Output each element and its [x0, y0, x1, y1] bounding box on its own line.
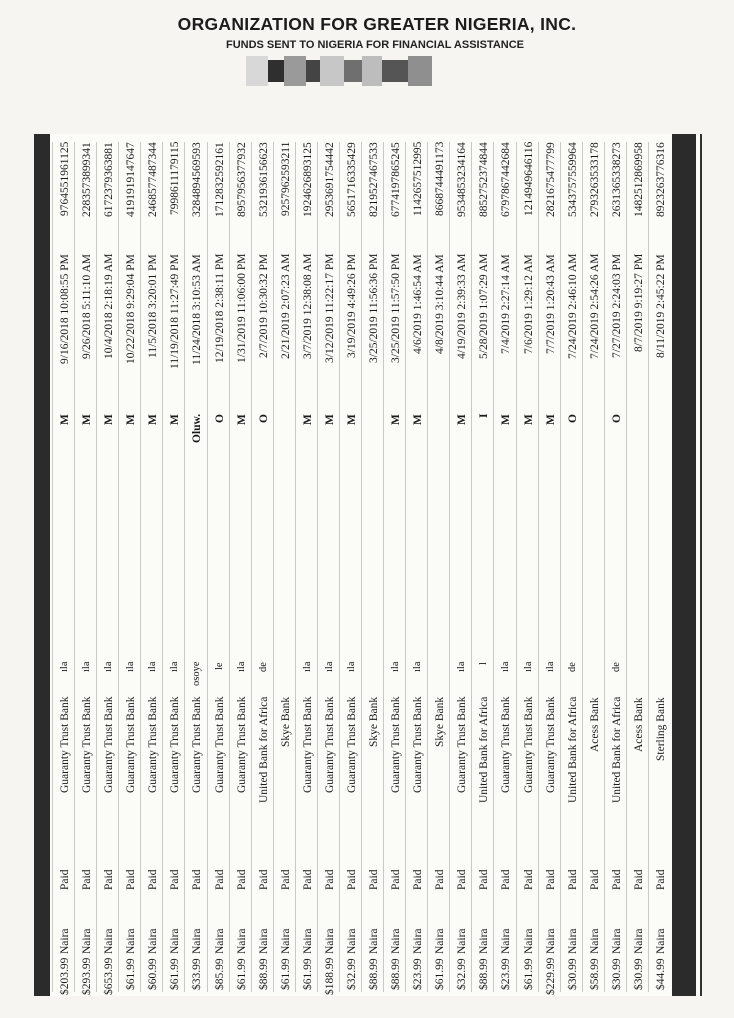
- bank-name: Acess Bank: [588, 697, 601, 752]
- transaction-id: 2631365338273: [610, 142, 623, 217]
- amount: $61.99: [169, 958, 182, 990]
- currency: Naira: [301, 928, 314, 954]
- recipient-fragment: ıla: [59, 662, 70, 673]
- redaction-mark: [246, 56, 432, 86]
- payment-status: Paid: [345, 870, 358, 891]
- table-row: [140, 142, 165, 992]
- amount: $188.99: [323, 958, 336, 996]
- sender-code: [627, 414, 651, 444]
- table-row: [118, 142, 143, 992]
- table-row: [361, 142, 386, 992]
- currency: Naira: [169, 928, 182, 954]
- amount: $23.99: [500, 958, 513, 990]
- amount: $88.99: [257, 958, 270, 990]
- recipient-fragment: [274, 662, 298, 686]
- transaction-id: 8923263776316: [654, 142, 667, 217]
- transaction-id: 2953691754442: [323, 142, 336, 217]
- transaction-date: 10/4/2018 2:18:19 AM: [103, 254, 116, 360]
- redaction-block: [382, 60, 408, 82]
- recipient-fragment: ıla: [301, 662, 313, 673]
- payment-status: Paid: [301, 870, 314, 891]
- redaction-block: [246, 56, 268, 86]
- recipient-fragment: ıla: [345, 662, 357, 673]
- transaction-id: 1924626893125: [301, 142, 314, 217]
- transaction-id: 9534853234164: [456, 142, 469, 217]
- sender-code: M: [169, 414, 182, 425]
- transaction-date: 1/31/2019 11:06:00 PM: [235, 254, 248, 364]
- transaction-id: 8957956377932: [235, 142, 248, 217]
- payment-status: Paid: [478, 870, 491, 891]
- payment-status: Paid: [257, 870, 270, 891]
- payment-status: Paid: [632, 870, 645, 891]
- sender-code: O: [610, 414, 623, 423]
- table-row: [273, 142, 298, 992]
- table-row: [383, 142, 408, 992]
- currency: Naira: [478, 928, 491, 954]
- bank-name: United Bank for Africa: [610, 697, 623, 804]
- currency: Naira: [588, 928, 601, 954]
- transaction-id: 1712832592161: [213, 142, 226, 217]
- bank-name: United Bank for Africa: [566, 697, 579, 804]
- recipient-fragment: osoye: [191, 662, 203, 687]
- table-row: [648, 142, 673, 992]
- payment-status: Paid: [279, 870, 292, 891]
- amount: $60.99: [147, 958, 160, 990]
- recipient-fragment: [362, 662, 386, 686]
- transaction-date: 3/25/2019 11:56:36 PM: [368, 254, 380, 364]
- transaction-id: 1214949646116: [522, 142, 535, 217]
- bank-name: Sterling Bank: [654, 697, 667, 761]
- sender-code: M: [235, 414, 248, 425]
- amount: $88.99: [478, 958, 491, 990]
- transaction-id: 1482512869958: [632, 142, 645, 217]
- transaction-date: 10/22/2018 9:29:04 PM: [125, 254, 138, 364]
- document-subtitle: FUNDS SENT TO NIGERIA FOR FINANCIAL ASSISTANCE: [225, 39, 525, 51]
- table-edge-right: [672, 134, 696, 996]
- currency: Naira: [279, 928, 292, 954]
- sender-code: M: [390, 414, 403, 425]
- bank-name: United Bank for Africa: [257, 697, 270, 804]
- transaction-id: 5651716335429: [345, 142, 358, 217]
- payment-status: Paid: [368, 870, 380, 891]
- sender-code: M: [59, 414, 71, 425]
- transaction-id: 5343757559964: [566, 142, 579, 217]
- table-row: [229, 142, 254, 992]
- recipient-fragment: ıla: [456, 662, 468, 673]
- transaction-id: 3284894569593: [191, 142, 204, 217]
- table-row: [251, 142, 276, 992]
- payment-status: Paid: [213, 870, 226, 891]
- transaction-date: 7/24/2019 2:54:26 AM: [588, 254, 601, 360]
- transaction-date: 9/26/2018 5:11:10 AM: [81, 254, 94, 359]
- transaction-id: 2468577487344: [147, 142, 160, 217]
- payment-status: Paid: [500, 870, 513, 891]
- amount: $88.99: [390, 958, 403, 990]
- payment-status: Paid: [390, 870, 403, 891]
- transaction-date: 5/28/2019 1:07:29 AM: [478, 254, 491, 360]
- table-row: [74, 142, 99, 996]
- table-row: [207, 142, 232, 992]
- transaction-id: 2793263533178: [588, 142, 601, 217]
- sender-code: [649, 414, 673, 444]
- recipient-fragment: ıla: [390, 662, 402, 673]
- payment-status: Paid: [434, 870, 447, 891]
- redaction-block: [306, 60, 320, 82]
- bank-name: Guaranty Trust Bank: [323, 697, 336, 794]
- transaction-id: 9764551961125: [59, 142, 71, 217]
- table-row: [516, 142, 541, 992]
- amount: $33.99: [191, 958, 204, 990]
- table-row: [582, 142, 607, 992]
- amount: $293.99: [81, 958, 94, 996]
- currency: Naira: [544, 928, 557, 954]
- amount: $30.99: [632, 958, 645, 990]
- transaction-id: 8219527467533: [368, 142, 380, 217]
- transaction-date: 12/19/2018 2:38:11 PM: [213, 254, 226, 364]
- table-row: [538, 142, 563, 996]
- bank-name: Guaranty Trust Bank: [169, 697, 182, 794]
- table-row: [317, 142, 342, 996]
- recipient-fragment: ıla: [323, 662, 335, 673]
- bank-name: Guaranty Trust Bank: [500, 697, 513, 794]
- transaction-date: 7/7/2019 1:20:43 AM: [544, 254, 557, 354]
- recipient-fragment: ıla: [169, 662, 181, 673]
- transaction-date: 4/6/2019 1:46:54 AM: [412, 254, 425, 354]
- transaction-date: 7/4/2019 2:27:14 AM: [500, 254, 513, 354]
- recipient-fragment: ıla: [125, 662, 137, 673]
- sender-code: M: [301, 414, 314, 425]
- sender-code: Oluw.: [191, 414, 204, 444]
- transaction-date: 8/11/2019 2:45:22 PM: [654, 254, 667, 358]
- transaction-id: 5321936156623: [257, 142, 270, 217]
- recipient-fragment: de: [257, 662, 269, 672]
- amount: $58.99: [588, 958, 601, 990]
- sender-code: M: [103, 414, 116, 425]
- table-row: [449, 142, 474, 992]
- recipient-fragment: [649, 662, 673, 686]
- recipient-fragment: ıla: [103, 662, 115, 673]
- recipient-fragment: l: [478, 662, 490, 665]
- transaction-date: 11/24/2018 3:10:53 AM: [191, 254, 204, 365]
- recipient-fragment: de: [566, 662, 578, 672]
- bank-name: Guaranty Trust Bank: [456, 697, 469, 794]
- payment-status: Paid: [412, 870, 425, 891]
- recipient-fragment: [627, 662, 651, 686]
- document-title: ORGANIZATION FOR GREATER NIGERIA, INC.: [177, 14, 577, 34]
- amount: $23.99: [412, 958, 425, 990]
- transaction-id: 2283573899341: [81, 142, 94, 217]
- payment-status: Paid: [566, 870, 579, 891]
- bank-name: United Bank for Africa: [478, 697, 491, 804]
- payment-status: Paid: [81, 870, 94, 891]
- currency: Naira: [147, 928, 160, 954]
- table-row: [604, 142, 629, 992]
- table-row: [339, 142, 364, 992]
- bank-name: Acess Bank: [632, 697, 645, 752]
- currency: Naira: [323, 928, 336, 954]
- recipient-fragment: ıla: [147, 662, 159, 673]
- bank-name: Guaranty Trust Bank: [412, 697, 425, 794]
- transaction-id: 6172379363881: [103, 142, 116, 217]
- amount: $32.99: [456, 958, 469, 990]
- bank-name: Guaranty Trust Bank: [345, 697, 358, 794]
- sender-code: M: [456, 414, 469, 425]
- sender-code: [274, 414, 298, 444]
- currency: Naira: [125, 928, 138, 954]
- bank-name: Skye Bank: [368, 697, 380, 748]
- sender-code: M: [345, 414, 358, 425]
- sender-code: M: [500, 414, 513, 425]
- sender-code: M: [125, 414, 138, 425]
- transaction-date: 3/25/2019 11:57:50 PM: [390, 254, 403, 364]
- bank-name: Guaranty Trust Bank: [390, 697, 403, 794]
- table-row: [52, 142, 77, 996]
- payment-status: Paid: [169, 870, 182, 891]
- table-row: [626, 142, 651, 992]
- payment-status: Paid: [544, 870, 557, 891]
- transaction-date: 7/27/2019 2:24:03 PM: [610, 254, 623, 359]
- sender-code: I: [478, 414, 491, 419]
- bank-name: Guaranty Trust Bank: [544, 697, 557, 794]
- amount: $61.99: [125, 958, 138, 990]
- payment-status: Paid: [147, 870, 160, 891]
- transaction-date: 4/8/2019 3:10:44 AM: [434, 254, 447, 354]
- transaction-id: 6797867442684: [500, 142, 513, 217]
- sender-code: O: [257, 414, 270, 423]
- bank-name: Guaranty Trust Bank: [59, 697, 71, 794]
- transaction-date: 7/6/2019 1:29:12 AM: [522, 254, 535, 354]
- transaction-date: 3/7/2019 12:38:08 AM: [301, 254, 314, 360]
- bank-name: Guaranty Trust Bank: [147, 697, 160, 794]
- transaction-id: 7998611179115: [169, 142, 182, 216]
- amount: $203.99: [59, 958, 71, 996]
- table-row: [295, 142, 320, 992]
- table-row: [493, 142, 518, 992]
- recipient-fragment: ıla: [412, 662, 424, 673]
- amount: $30.99: [566, 958, 579, 990]
- sender-code: O: [566, 414, 579, 423]
- currency: Naira: [345, 928, 358, 954]
- redaction-block: [268, 60, 284, 82]
- amount: $30.99: [610, 958, 623, 990]
- payment-status: Paid: [654, 870, 667, 891]
- document-header: [0, 14, 734, 51]
- payment-status: Paid: [191, 870, 204, 891]
- amount: $61.99: [522, 958, 535, 990]
- redaction-block: [362, 56, 382, 86]
- table-row: [471, 142, 496, 992]
- amount: $61.99: [279, 958, 292, 990]
- amount: $88.99: [368, 958, 380, 990]
- recipient-fragment: [428, 662, 452, 686]
- amount: $85.99: [213, 958, 226, 990]
- currency: Naira: [390, 928, 403, 954]
- payment-status: Paid: [522, 870, 535, 891]
- bank-name: Skye Bank: [279, 697, 292, 748]
- payment-status: Paid: [456, 870, 469, 891]
- currency: Naira: [522, 928, 535, 954]
- currency: Naira: [610, 928, 623, 954]
- payment-status: Paid: [235, 870, 248, 891]
- sender-code: [362, 414, 386, 444]
- amount: $61.99: [434, 958, 447, 990]
- sender-code: [428, 414, 452, 444]
- transaction-date: 7/24/2019 2:46:10 AM: [566, 254, 579, 360]
- amount: $61.99: [235, 958, 248, 990]
- bank-name: Skye Bank: [434, 697, 447, 748]
- transaction-id: 9257962593211: [279, 142, 292, 217]
- recipient-fragment: ıla: [235, 662, 247, 673]
- transaction-date: 2/21/2019 2:07:23 AM: [279, 254, 292, 360]
- transaction-id: 2821675477799: [544, 142, 557, 217]
- bank-name: Guaranty Trust Bank: [213, 697, 226, 794]
- redaction-block: [408, 56, 432, 86]
- sender-code: M: [81, 414, 94, 425]
- redaction-block: [320, 56, 344, 86]
- transaction-date: 3/19/2019 4:49:26 PM: [345, 254, 358, 359]
- recipient-fragment: ıla: [81, 662, 93, 673]
- payment-status: Paid: [588, 870, 601, 891]
- amount: $44.99: [654, 958, 667, 990]
- table-row: [96, 142, 121, 996]
- amount: $32.99: [345, 958, 358, 990]
- currency: Naira: [566, 928, 579, 954]
- recipient-fragment: ıla: [544, 662, 556, 673]
- currency: Naira: [213, 928, 226, 954]
- bank-name: Guaranty Trust Bank: [235, 697, 248, 794]
- transaction-date: 11/5/2018 3:20:01 PM: [147, 254, 160, 358]
- bank-name: Guaranty Trust Bank: [522, 697, 535, 794]
- currency: Naira: [500, 928, 513, 954]
- table-edge-left: [34, 134, 50, 996]
- table-row: [405, 142, 430, 992]
- transaction-id: 4191919147647: [125, 142, 138, 217]
- currency: Naira: [654, 928, 667, 954]
- bank-name: Guaranty Trust Bank: [191, 697, 204, 794]
- transaction-id: 6774197865245: [390, 142, 403, 217]
- payment-status: Paid: [59, 870, 71, 891]
- transaction-date: 9/16/2018 10:08:55 PM: [59, 254, 71, 364]
- bank-name: Guaranty Trust Bank: [125, 697, 138, 794]
- transaction-date: 3/12/2019 11:22:17 PM: [323, 254, 336, 364]
- transactions-rows: [52, 142, 670, 996]
- amount: $653.99: [103, 958, 116, 996]
- currency: Naira: [191, 928, 204, 954]
- currency: Naira: [456, 928, 469, 954]
- transaction-date: 2/7/2019 10:30:32 PM: [257, 254, 270, 359]
- table-row: [560, 142, 585, 992]
- currency: Naira: [235, 928, 248, 954]
- recipient-fragment: ıla: [500, 662, 512, 673]
- amount: $61.99: [301, 958, 314, 990]
- table-row: [184, 142, 209, 992]
- sender-code: M: [544, 414, 557, 425]
- redaction-block: [284, 56, 306, 86]
- recipient-fragment: ıla: [522, 662, 534, 673]
- sender-code: M: [323, 414, 336, 425]
- recipient-fragment: [583, 662, 607, 686]
- bank-name: Guaranty Trust Bank: [81, 697, 94, 794]
- sender-code: M: [522, 414, 535, 425]
- transaction-id: 1142657512995: [412, 142, 425, 217]
- transaction-date: 8/7/2019 9:19:27 PM: [632, 254, 645, 353]
- currency: Naira: [59, 928, 71, 954]
- payment-status: Paid: [610, 870, 623, 891]
- transaction-date: 4/19/2019 2:39:33 AM: [456, 254, 469, 360]
- amount: $229.99: [544, 958, 557, 996]
- recipient-fragment: de: [610, 662, 622, 672]
- sender-code: [583, 414, 607, 444]
- payment-status: Paid: [323, 870, 336, 891]
- bank-name: Guaranty Trust Bank: [103, 697, 116, 794]
- currency: Naira: [632, 928, 645, 954]
- currency: Naira: [103, 928, 116, 954]
- sender-code: M: [147, 414, 160, 425]
- payment-status: Paid: [125, 870, 138, 891]
- redaction-block: [344, 60, 362, 82]
- sender-code: O: [213, 414, 226, 423]
- bank-name: Guaranty Trust Bank: [301, 697, 314, 794]
- currency: Naira: [368, 928, 380, 954]
- currency: Naira: [434, 928, 447, 954]
- transaction-id: 8668744491173: [434, 142, 447, 217]
- currency: Naira: [412, 928, 425, 954]
- recipient-fragment: le: [213, 662, 225, 670]
- table-row: [162, 142, 187, 992]
- transaction-date: 11/19/2018 11:27:49 PM: [169, 254, 182, 369]
- currency: Naira: [81, 928, 94, 954]
- table-row: [427, 142, 452, 992]
- sender-code: M: [412, 414, 425, 425]
- payment-status: Paid: [103, 870, 116, 891]
- currency: Naira: [257, 928, 270, 954]
- transaction-id: 8852752374844: [478, 142, 491, 217]
